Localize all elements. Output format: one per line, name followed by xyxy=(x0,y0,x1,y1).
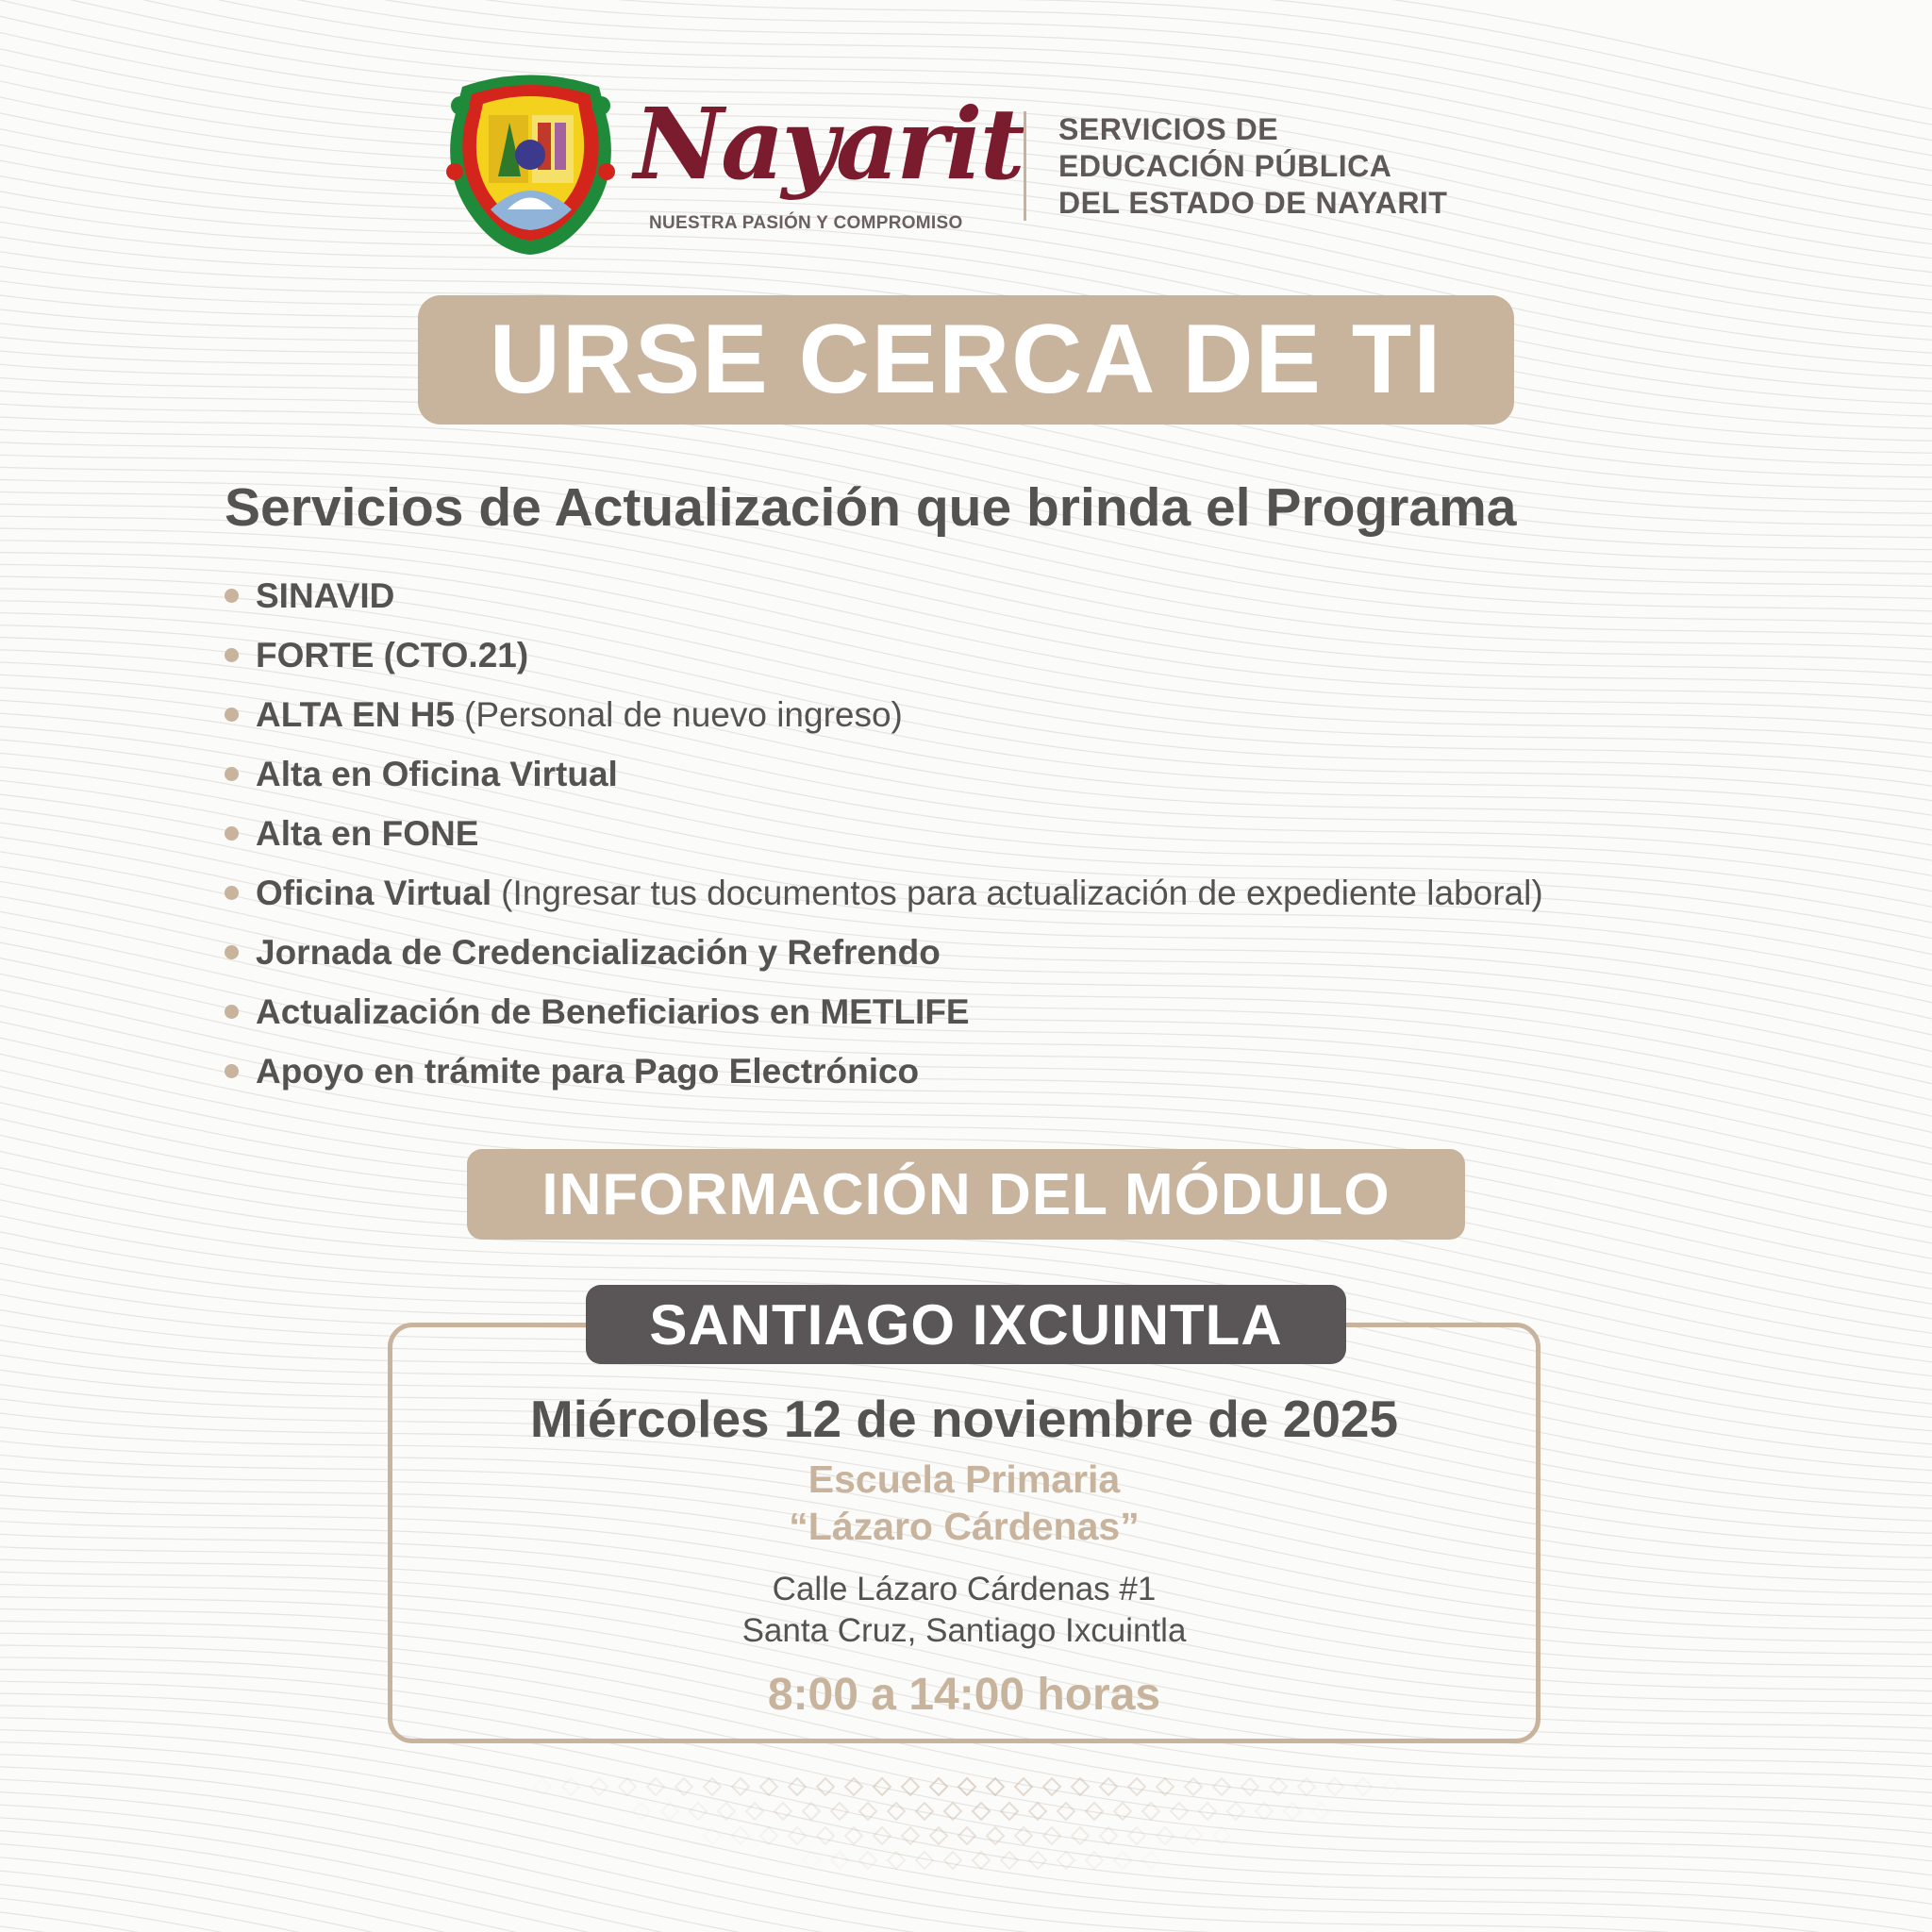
pattern-diamond xyxy=(1043,1827,1060,1844)
bullet-dot-icon xyxy=(225,708,239,722)
service-note: (Personal de nuevo ingreso) xyxy=(464,694,903,734)
pattern-diamond xyxy=(874,1778,891,1795)
pattern-diamond xyxy=(1213,1827,1230,1844)
pattern-diamond xyxy=(661,1803,678,1820)
pattern-diamond xyxy=(1227,1803,1244,1820)
school-name-line1: Escuela Primaria xyxy=(808,1457,1121,1501)
pattern-diamond xyxy=(1001,1852,1018,1869)
pattern-diamond xyxy=(789,1827,806,1844)
service-name: Alta en Oficina Virtual xyxy=(256,754,618,793)
pattern-diamond xyxy=(1199,1803,1216,1820)
service-name: Actualización de Beneficiarios en METLIFE xyxy=(256,991,970,1031)
pattern-diamond xyxy=(944,1852,961,1869)
address-line1: Calle Lázaro Cárdenas #1 xyxy=(772,1571,1157,1607)
pattern-diamond xyxy=(973,1852,990,1869)
bullet-dot-icon xyxy=(225,826,239,841)
pattern-diamond xyxy=(888,1803,905,1820)
org-line: DEL ESTADO DE NAYARIT xyxy=(1058,186,1448,220)
event-date: Miércoles 12 de noviembre de 2025 xyxy=(529,1390,1399,1448)
pattern-diamond xyxy=(916,1803,933,1820)
pattern-diamond xyxy=(1114,1803,1131,1820)
pattern-diamond xyxy=(1086,1803,1103,1820)
service-name: Alta en FONE xyxy=(256,813,479,853)
pattern-diamond xyxy=(1213,1778,1230,1795)
bullet-dot-icon xyxy=(225,767,239,781)
pattern-diamond xyxy=(874,1827,891,1844)
pattern-diamond xyxy=(817,1778,834,1795)
list-item xyxy=(225,804,1753,863)
pattern-diamond xyxy=(1015,1778,1032,1795)
pattern-diamond xyxy=(746,1803,763,1820)
bullet-dot-icon xyxy=(225,1005,239,1019)
pattern-diamond xyxy=(987,1778,1004,1795)
pattern-diamond xyxy=(1185,1827,1202,1844)
pattern-diamond xyxy=(1128,1827,1145,1844)
pattern-diamond xyxy=(774,1852,791,1869)
event-hours: 8:00 a 14:00 horas xyxy=(767,1670,1161,1720)
city-label-box xyxy=(586,1285,1346,1364)
pattern-diamond xyxy=(690,1803,707,1820)
services-list xyxy=(225,566,1753,1101)
service-name: Oficina Virtual xyxy=(256,873,492,912)
pattern-diamond xyxy=(902,1778,919,1795)
decorative-pattern xyxy=(528,1774,1406,1877)
pattern-diamond xyxy=(958,1827,975,1844)
list-item xyxy=(225,1041,1753,1101)
pattern-diamond xyxy=(1058,1803,1074,1820)
pattern-diamond xyxy=(1029,1852,1046,1869)
pattern-diamond xyxy=(1270,1778,1287,1795)
pattern-diamond xyxy=(1241,1827,1258,1844)
org-line: SERVICIOS DE xyxy=(1058,112,1279,146)
school-name-line2: “Lázaro Cárdenas” xyxy=(789,1505,1140,1548)
pattern-diamond xyxy=(1100,1827,1117,1844)
pattern-diamond xyxy=(591,1778,608,1795)
pattern-diamond xyxy=(930,1827,947,1844)
title-banner xyxy=(418,295,1514,425)
pattern-diamond xyxy=(1312,1803,1329,1820)
service-name: FORTE (CTO.21) xyxy=(256,635,529,675)
state-crest-icon xyxy=(443,68,618,257)
pattern-diamond xyxy=(1256,1803,1273,1820)
header-divider xyxy=(1024,111,1026,221)
pattern-diamond xyxy=(803,1803,820,1820)
pattern-diamond xyxy=(1001,1803,1018,1820)
organization-name xyxy=(1058,111,1549,222)
pattern-diamond xyxy=(1058,1852,1074,1869)
bullet-dot-icon xyxy=(225,648,239,662)
pattern-diamond xyxy=(930,1778,947,1795)
service-name: Jornada de Credencialización y Refrendo xyxy=(256,932,941,972)
pattern-diamond xyxy=(1086,1852,1103,1869)
pattern-diamond xyxy=(1114,1852,1131,1869)
pattern-diamond xyxy=(1100,1778,1117,1795)
pattern-diamond xyxy=(817,1827,834,1844)
pattern-diamond xyxy=(831,1803,848,1820)
pattern-diamond xyxy=(675,1827,692,1844)
pattern-diamond xyxy=(760,1778,777,1795)
bullet-dot-icon xyxy=(225,589,239,603)
pattern-diamond xyxy=(605,1803,622,1820)
pattern-diamond xyxy=(718,1803,735,1820)
pattern-diamond xyxy=(1142,1852,1159,1869)
service-name: SINAVID xyxy=(256,575,395,615)
pattern-diamond xyxy=(902,1827,919,1844)
service-note: (Ingresar tus documentos para actualización de expediente laboral) xyxy=(501,873,1543,912)
pattern-diamond xyxy=(562,1778,579,1795)
pattern-diamond xyxy=(845,1778,862,1795)
module-info-banner xyxy=(467,1149,1465,1240)
pattern-diamond xyxy=(1341,1803,1357,1820)
org-line: EDUCACIÓN PÚBLICA xyxy=(1058,149,1392,183)
pattern-diamond xyxy=(704,1778,721,1795)
list-item xyxy=(225,625,1753,685)
service-name: Apoyo en trámite para Pago Electrónico xyxy=(256,1051,920,1091)
list-item xyxy=(225,863,1753,923)
pattern-diamond xyxy=(845,1827,862,1844)
pattern-diamond xyxy=(760,1827,777,1844)
pattern-diamond xyxy=(647,1778,664,1795)
pattern-diamond xyxy=(958,1778,975,1795)
list-item xyxy=(225,566,1753,625)
pattern-diamond xyxy=(1241,1778,1258,1795)
pattern-diamond xyxy=(534,1778,551,1795)
services-heading: Servicios de Actualización que brinda el Programa xyxy=(225,477,1517,538)
module-heading: INFORMACIÓN DEL MÓDULO xyxy=(541,1161,1391,1227)
pattern-diamond xyxy=(859,1852,876,1869)
pattern-diamond xyxy=(944,1803,961,1820)
pattern-diamond xyxy=(774,1803,791,1820)
pattern-diamond xyxy=(1015,1827,1032,1844)
pattern-diamond xyxy=(1072,1778,1089,1795)
pattern-diamond xyxy=(704,1827,721,1844)
pattern-diamond xyxy=(619,1778,636,1795)
list-item xyxy=(225,982,1753,1041)
pattern-diamond xyxy=(732,1827,749,1844)
bullet-dot-icon xyxy=(225,1064,239,1078)
pattern-diamond xyxy=(831,1852,848,1869)
pattern-diamond xyxy=(1355,1778,1372,1795)
pattern-diamond xyxy=(1171,1852,1188,1869)
pattern-diamond xyxy=(789,1778,806,1795)
bullet-dot-icon xyxy=(225,945,239,959)
pattern-diamond xyxy=(1298,1778,1315,1795)
pattern-diamond xyxy=(916,1852,933,1869)
pattern-diamond xyxy=(1185,1778,1202,1795)
list-item xyxy=(225,744,1753,804)
page-title: URSE CERCA DE TI xyxy=(489,305,1443,414)
pattern-diamond xyxy=(1142,1803,1159,1820)
pattern-diamond xyxy=(633,1803,650,1820)
pattern-diamond xyxy=(1043,1778,1060,1795)
service-name: ALTA EN H5 xyxy=(256,694,456,734)
pattern-diamond xyxy=(987,1827,1004,1844)
city-name: SANTIAGO IXCUINTLA xyxy=(649,1292,1283,1357)
pattern-diamond xyxy=(859,1803,876,1820)
pattern-diamond xyxy=(675,1778,692,1795)
list-item xyxy=(225,923,1753,982)
bullet-dot-icon xyxy=(225,886,239,900)
pattern-diamond xyxy=(1128,1778,1145,1795)
pattern-diamond xyxy=(1029,1803,1046,1820)
pattern-diamond xyxy=(1171,1803,1188,1820)
pattern-diamond xyxy=(1383,1778,1400,1795)
pattern-diamond xyxy=(973,1803,990,1820)
pattern-diamond xyxy=(1157,1778,1174,1795)
brand-tagline: NUESTRA PASIÓN Y COMPROMISO xyxy=(649,213,963,233)
pattern-diamond xyxy=(803,1852,820,1869)
list-item xyxy=(225,685,1753,744)
pattern-diamond xyxy=(1326,1778,1343,1795)
pattern-diamond xyxy=(1284,1803,1301,1820)
pattern-diamond xyxy=(888,1852,905,1869)
pattern-diamond xyxy=(1157,1827,1174,1844)
pattern-diamond xyxy=(1072,1827,1089,1844)
brand-wordmark: Nayarit xyxy=(634,86,1023,202)
pattern-diamond xyxy=(732,1778,749,1795)
address-line2: Santa Cruz, Santiago Ixcuintla xyxy=(741,1612,1187,1649)
